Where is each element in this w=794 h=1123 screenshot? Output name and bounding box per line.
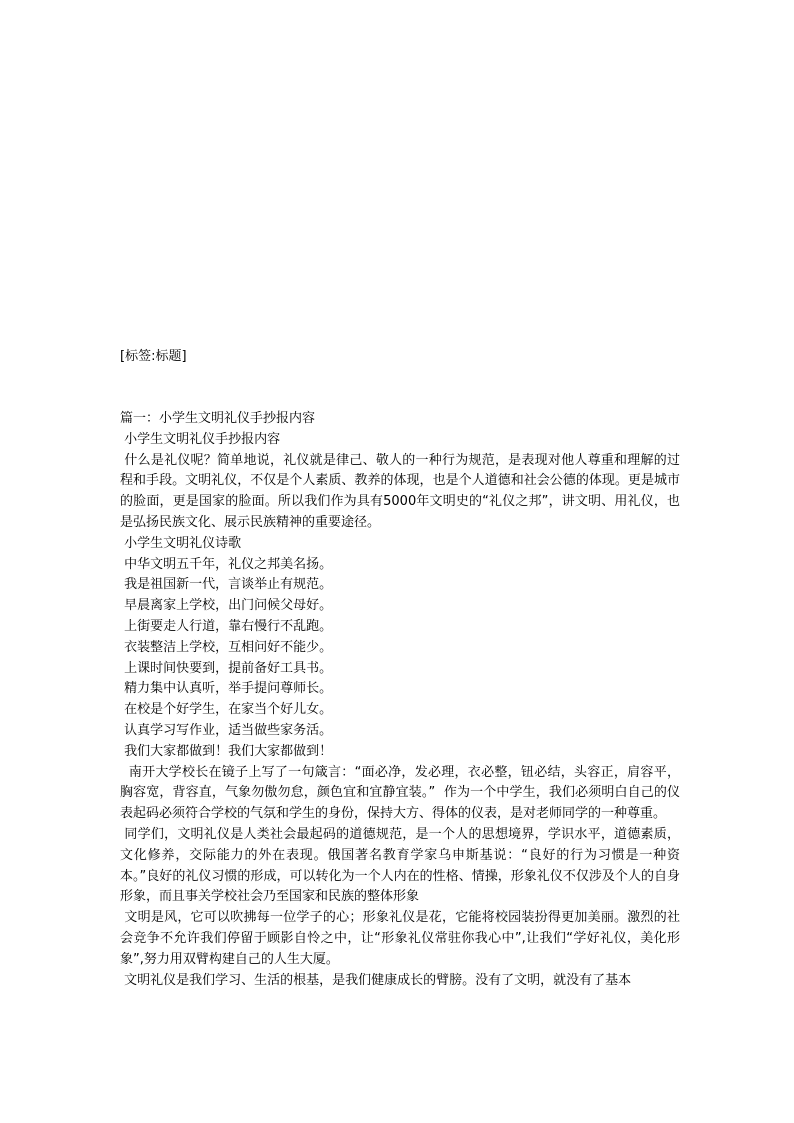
poem-line: 精力集中认真听，举手提问尊师长。 — [120, 681, 333, 697]
poem-title: 小学生文明礼仪诗歌 — [120, 535, 242, 551]
tag-placeholder: [标签:标题] — [120, 349, 187, 364]
article-title: 小学生文明礼仪手抄报内容 — [120, 431, 281, 447]
poem-line: 衣装整洁上学校，互相问好不能少。 — [120, 639, 333, 655]
poem-line: 认真学习写作业，适当做些家务活。 — [120, 722, 333, 738]
poem-line: 早晨离家上学校，出门问候父母好。 — [120, 598, 333, 614]
paragraph-foundation: 文明礼仪是我们学习、生活的根基，是我们健康成长的臂膀。没有了文明，就没有了基本 — [120, 972, 632, 988]
paragraph-intro: 什么是礼仪呢？简单地说，礼仪就是律己、敬人的一种行为规范，是表现对他人尊重和理解的过程和手段。文明礼仪，不仅是个人素质、教养的体现，也是个人道德和社会公德的体现。更是城市的脸面，更是国家的脸面。所以我们作为具有5000年文明史的“礼仪之邦”，讲文明、用礼仪，也是弘扬民族文化、展示民族精神的重要途径。 — [120, 452, 680, 530]
section-heading: 篇一：小学生文明礼仪手抄报内容 — [120, 411, 316, 426]
paragraph-civilization: 文明是风，它可以吹拂每一位学子的心；形象礼仪是花，它能将校园装扮得更加美丽。激烈的社会竞争不允许我们停留于顾影自怜之中，让“形象礼仪常驻你我心中”,让我们“学好礼仪，美化形象”,努力用双臂构建自己的人生大厦。 — [120, 910, 680, 967]
poem-line: 中华文明五千年，礼仪之邦美名扬。 — [120, 556, 333, 572]
poem-line: 我们大家都做到！我们大家都做到！ — [120, 743, 333, 759]
paragraph-nankai: 南开大学校长在镜子上写了一句箴言：“面必净，发必理，衣必整，钮必结，头容正，肩容平，胸容宽，背容直，气象勿傲勿怠，颜色宜和宜静宜装。” 作为一个中学生，我们必须明白自己的仪表起码必须符合学校的气氛和学生的身份，保持大方、得体的仪表，是对老师同学的一种尊重。 — [120, 764, 680, 822]
poem-line: 上街要走人行道，靠右慢行不乱跑。 — [120, 618, 333, 634]
poem-line: 在校是个好学生，在家当个好儿女。 — [120, 702, 333, 718]
document-body — [120, 409, 680, 991]
poem-line: 我是祖国新一代，言谈举止有规范。 — [120, 577, 333, 593]
poem-line: 上课时间快要到，提前备好工具书。 — [120, 660, 333, 676]
paragraph-classmates: 同学们，文明礼仪是人类社会最起码的道德规范，是一个人的思想境界，学识水平，道德素质，文化修养，交际能力的外在表现。俄国著名教育学家乌申斯基说：“良好的行为习惯是一种资本。”良好的礼仪习惯的形成，可以转化为一个人内在的性格、情操，形象礼仪不仅涉及个人的自身形象，而且事关学校社会乃至国家和民族的整体形象 — [120, 826, 680, 905]
